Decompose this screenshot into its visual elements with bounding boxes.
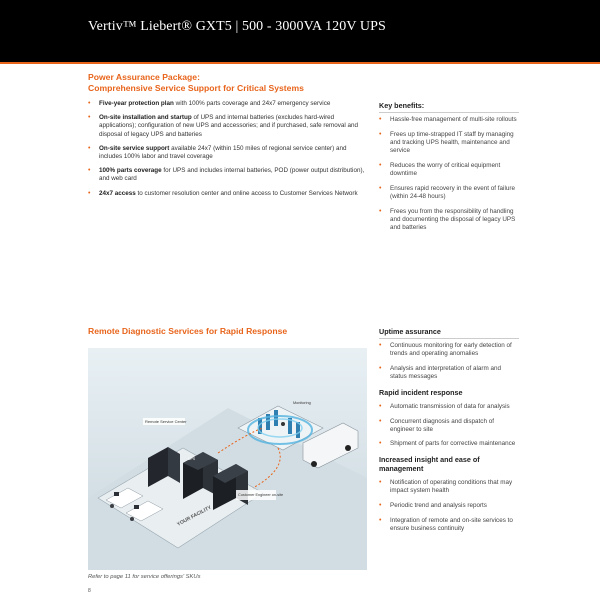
benefit-item — [379, 185, 519, 201]
benefit-text: Automatic transmission of data for analysis — [390, 402, 510, 410]
remote-benefits-panel — [379, 327, 519, 540]
benefit-item — [379, 208, 519, 233]
bullet-icon: • — [88, 144, 91, 152]
benefit-text: Notification of operating conditions that may impact system health — [390, 479, 513, 495]
benefit-item — [379, 502, 519, 510]
item-text: to customer resolution center and online access to Customer Services Network — [135, 189, 358, 197]
bullet-icon: • — [379, 402, 382, 410]
list-item — [88, 100, 366, 108]
ups-label: UPS — [188, 457, 196, 461]
item-text: available 24x7 (within 150 miles of regional service center) and includes 100% labor and travel coverage — [99, 144, 347, 161]
bullet-icon: • — [88, 100, 91, 107]
item-lead: 100% parts coverage — [99, 167, 162, 175]
benefit-item — [379, 131, 519, 156]
list-item — [88, 145, 366, 161]
key-benefits-heading: Key benefits: — [379, 101, 425, 110]
benefit-item — [379, 440, 519, 448]
group-heading-uptime: Uptime assurance — [379, 327, 441, 336]
benefit-item — [379, 116, 519, 124]
benefit-text: Periodic trend and analysis reports — [390, 502, 487, 510]
list-item — [88, 190, 366, 198]
facility-illustration — [88, 348, 367, 570]
item-lead: 24x7 access — [99, 189, 136, 197]
image-caption: Refer to page 11 for service offerings' SKUs — [88, 574, 201, 580]
section-title-line-1: Power Assurance Package: — [88, 72, 200, 82]
bullet-icon: • — [88, 167, 91, 175]
benefit-text: Ensures rapid recovery in the event of failure (within 24-48 hours) — [390, 184, 515, 200]
bullet-icon: • — [379, 516, 382, 524]
benefit-item — [379, 479, 519, 495]
page-header — [0, 0, 600, 62]
bullet-icon: • — [379, 116, 382, 123]
section-title-line-2: Comprehensive Service Support for Critical Systems — [88, 83, 304, 93]
bullet-icon: • — [379, 184, 382, 192]
benefit-text: Continuous monitoring for early detection of trends and operating anomalies — [390, 342, 512, 358]
bullet-icon: • — [379, 207, 382, 215]
item-lead: On-site service support — [99, 144, 170, 152]
list-item — [88, 114, 366, 139]
benefit-text: Shipment of parts for corrective maintenance — [390, 440, 516, 448]
bullet-icon: • — [379, 502, 382, 510]
benefit-item — [379, 162, 519, 178]
page-number: 8 — [88, 588, 91, 594]
remote-diagnostics-illustration — [88, 348, 367, 570]
benefit-text: Analysis and interpretation of alarm and status messages — [390, 364, 501, 381]
bullet-icon: • — [88, 114, 91, 122]
benefit-text: Frees you from the responsibility of handling and documenting the disposal of legacy UPS and batteries — [390, 207, 516, 232]
power-assurance-list — [88, 100, 366, 204]
benefit-item — [379, 365, 519, 381]
bullet-icon: • — [379, 130, 382, 138]
item-text: with 100% parts coverage and 24x7 emergency service — [173, 100, 331, 107]
document-title: Vertiv™ Liebert® GXT5 | 500 - 3000VA 120V UPS — [88, 19, 386, 34]
item-lead: Five-year protection plan — [99, 100, 174, 107]
bullet-icon: • — [379, 364, 382, 372]
benefit-item — [379, 403, 519, 411]
benefit-text: Reduces the worry of critical equipment downtime — [390, 161, 501, 178]
benefit-text: Integration of remote and on-site services to ensure business continuity — [390, 516, 513, 532]
section-title-remote-diagnostic: Remote Diagnostic Services for Rapid Response — [88, 326, 288, 336]
uptime-divider — [379, 338, 519, 339]
benefit-text: Frees up time-strapped IT staff by managing and tracking UPS health, maintenance and service — [390, 130, 514, 155]
key-benefits-divider — [379, 112, 519, 113]
key-benefits-panel — [379, 101, 519, 239]
group-heading-insight: Increased insight and ease of management — [379, 455, 480, 474]
bullet-icon: • — [379, 161, 382, 169]
engineer-label: Customer Engineer on-site — [238, 493, 284, 497]
remote-center-label: Remote Service Center — [145, 419, 187, 424]
benefit-text: Concurrent diagnosis and dispatch of engineer to site — [390, 417, 494, 433]
item-lead: On-site installation and startup — [99, 114, 192, 122]
list-item — [88, 167, 366, 183]
section-title-power-assurance — [88, 72, 304, 94]
bullet-icon: • — [379, 479, 382, 487]
benefit-item — [379, 342, 519, 358]
bullet-icon: • — [379, 342, 382, 349]
benefit-item — [379, 418, 519, 434]
bullet-icon: • — [379, 440, 382, 448]
bullet-icon: • — [88, 189, 91, 197]
monitoring-label: Monitoring — [293, 401, 311, 405]
item-text: for UPS and includes internal batteries, POD (power output distribution), and web card — [99, 167, 365, 183]
item-text: of UPS and internal batteries (excludes hard-wired applications); configuration of new UPS and accessories; and if purchased, safe removal and disposal of legacy UPS and batteries — [99, 114, 359, 138]
benefit-text: Hassle-free management of multi-site rollouts — [390, 116, 517, 123]
benefit-item — [379, 517, 519, 533]
your-facility-label: YOUR FACILITY — [176, 504, 213, 528]
header-accent-rule — [0, 62, 600, 64]
bullet-icon: • — [379, 417, 382, 425]
group-heading-rapid-response: Rapid incident response — [379, 387, 463, 397]
